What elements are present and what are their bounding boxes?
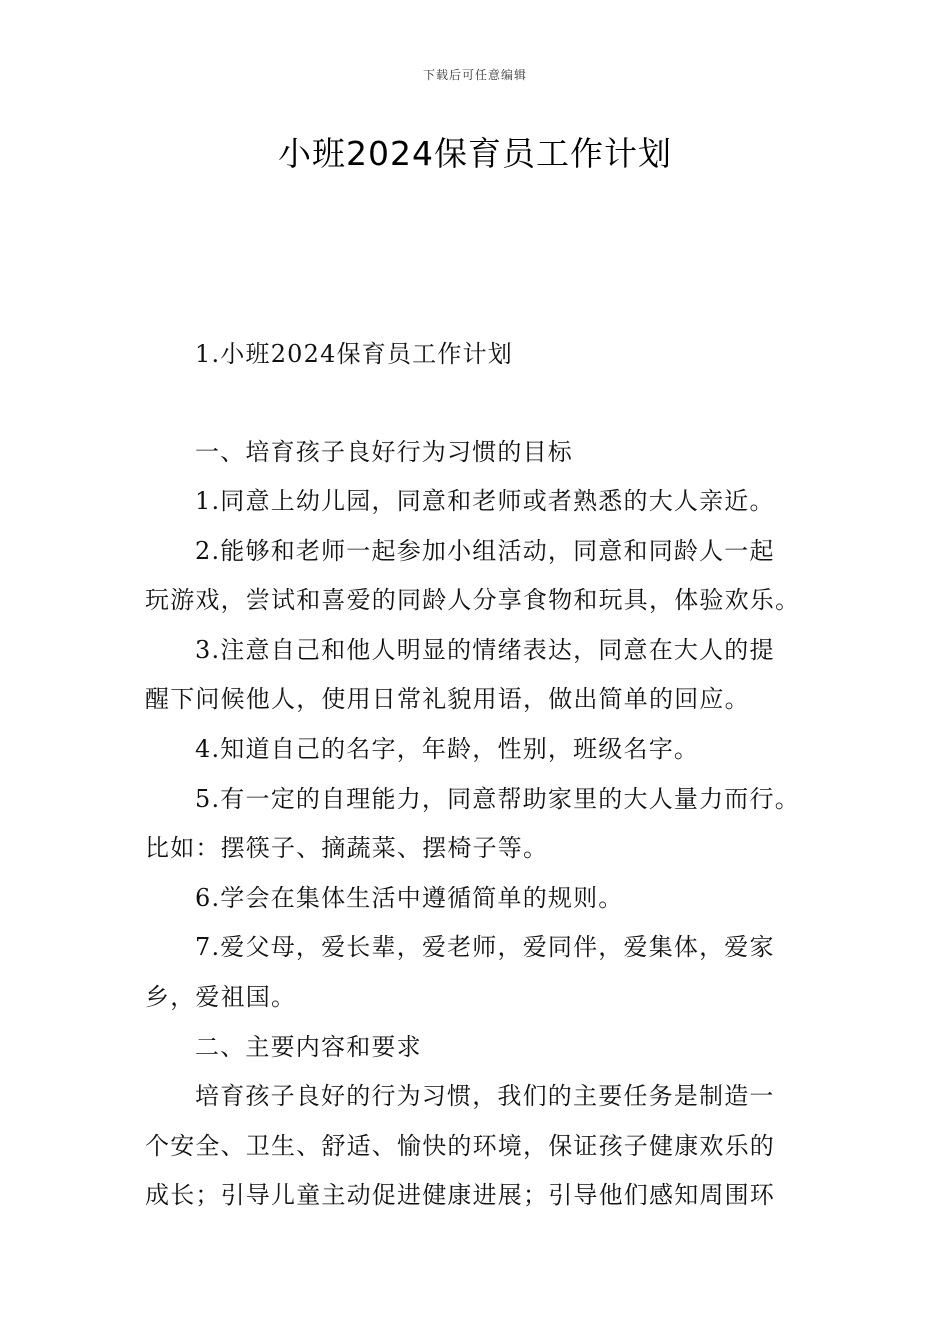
header-note: 下载后可任意编辑: [422, 68, 527, 82]
document-title: 小班2024保育员工作计划: [278, 134, 672, 173]
list-item: 1.同意上幼儿园，同意和老师或者熟悉的大人亲近。: [195, 487, 775, 515]
list-item-continuation: 玩游戏，尝试和喜爱的同龄人分享食物和玩具，体验欢乐。: [145, 586, 801, 614]
list-item: 6.学会在集体生活中遵循简单的规则。: [195, 884, 624, 912]
list-item-continuation: 比如：摆筷子、摘蔬菜、摆椅子等。: [145, 834, 549, 862]
list-item: 3.注意自己和他人明显的情绪表达，同意在大人的提: [195, 636, 775, 664]
section2-heading: 二、主要内容和要求: [195, 1033, 422, 1061]
list-item: 5.有一定的自理能力，同意帮助家里的大人量力而行。: [195, 785, 800, 813]
paragraph-line: 成长；引导儿童主动促进健康进展；引导他们感知周围环: [145, 1181, 775, 1209]
paragraph-line: 个安全、卫生、舒适、愉快的环境，保证孩子健康欢乐的: [145, 1132, 775, 1160]
section1-heading: 一、培育孩子良好行为习惯的目标: [195, 438, 573, 466]
list-item: 2.能够和老师一起参加小组活动，同意和同龄人一起: [195, 537, 775, 565]
list-item: 4.知道自己的名字，年龄，性别，班级名字。: [195, 735, 700, 763]
list-item: 7.爱父母，爱长辈，爱老师，爱同伴，爱集体，爱家: [195, 933, 775, 961]
paragraph-line: 培育孩子良好的行为习惯，我们的主要任务是制造一: [195, 1082, 775, 1110]
subtitle-line: 1.小班2024保育员工作计划: [195, 340, 513, 368]
list-item-continuation: 醒下问候他人，使用日常礼貌用语，做出简单的回应。: [145, 685, 750, 713]
list-item-continuation: 乡，爱祖国。: [145, 983, 297, 1011]
